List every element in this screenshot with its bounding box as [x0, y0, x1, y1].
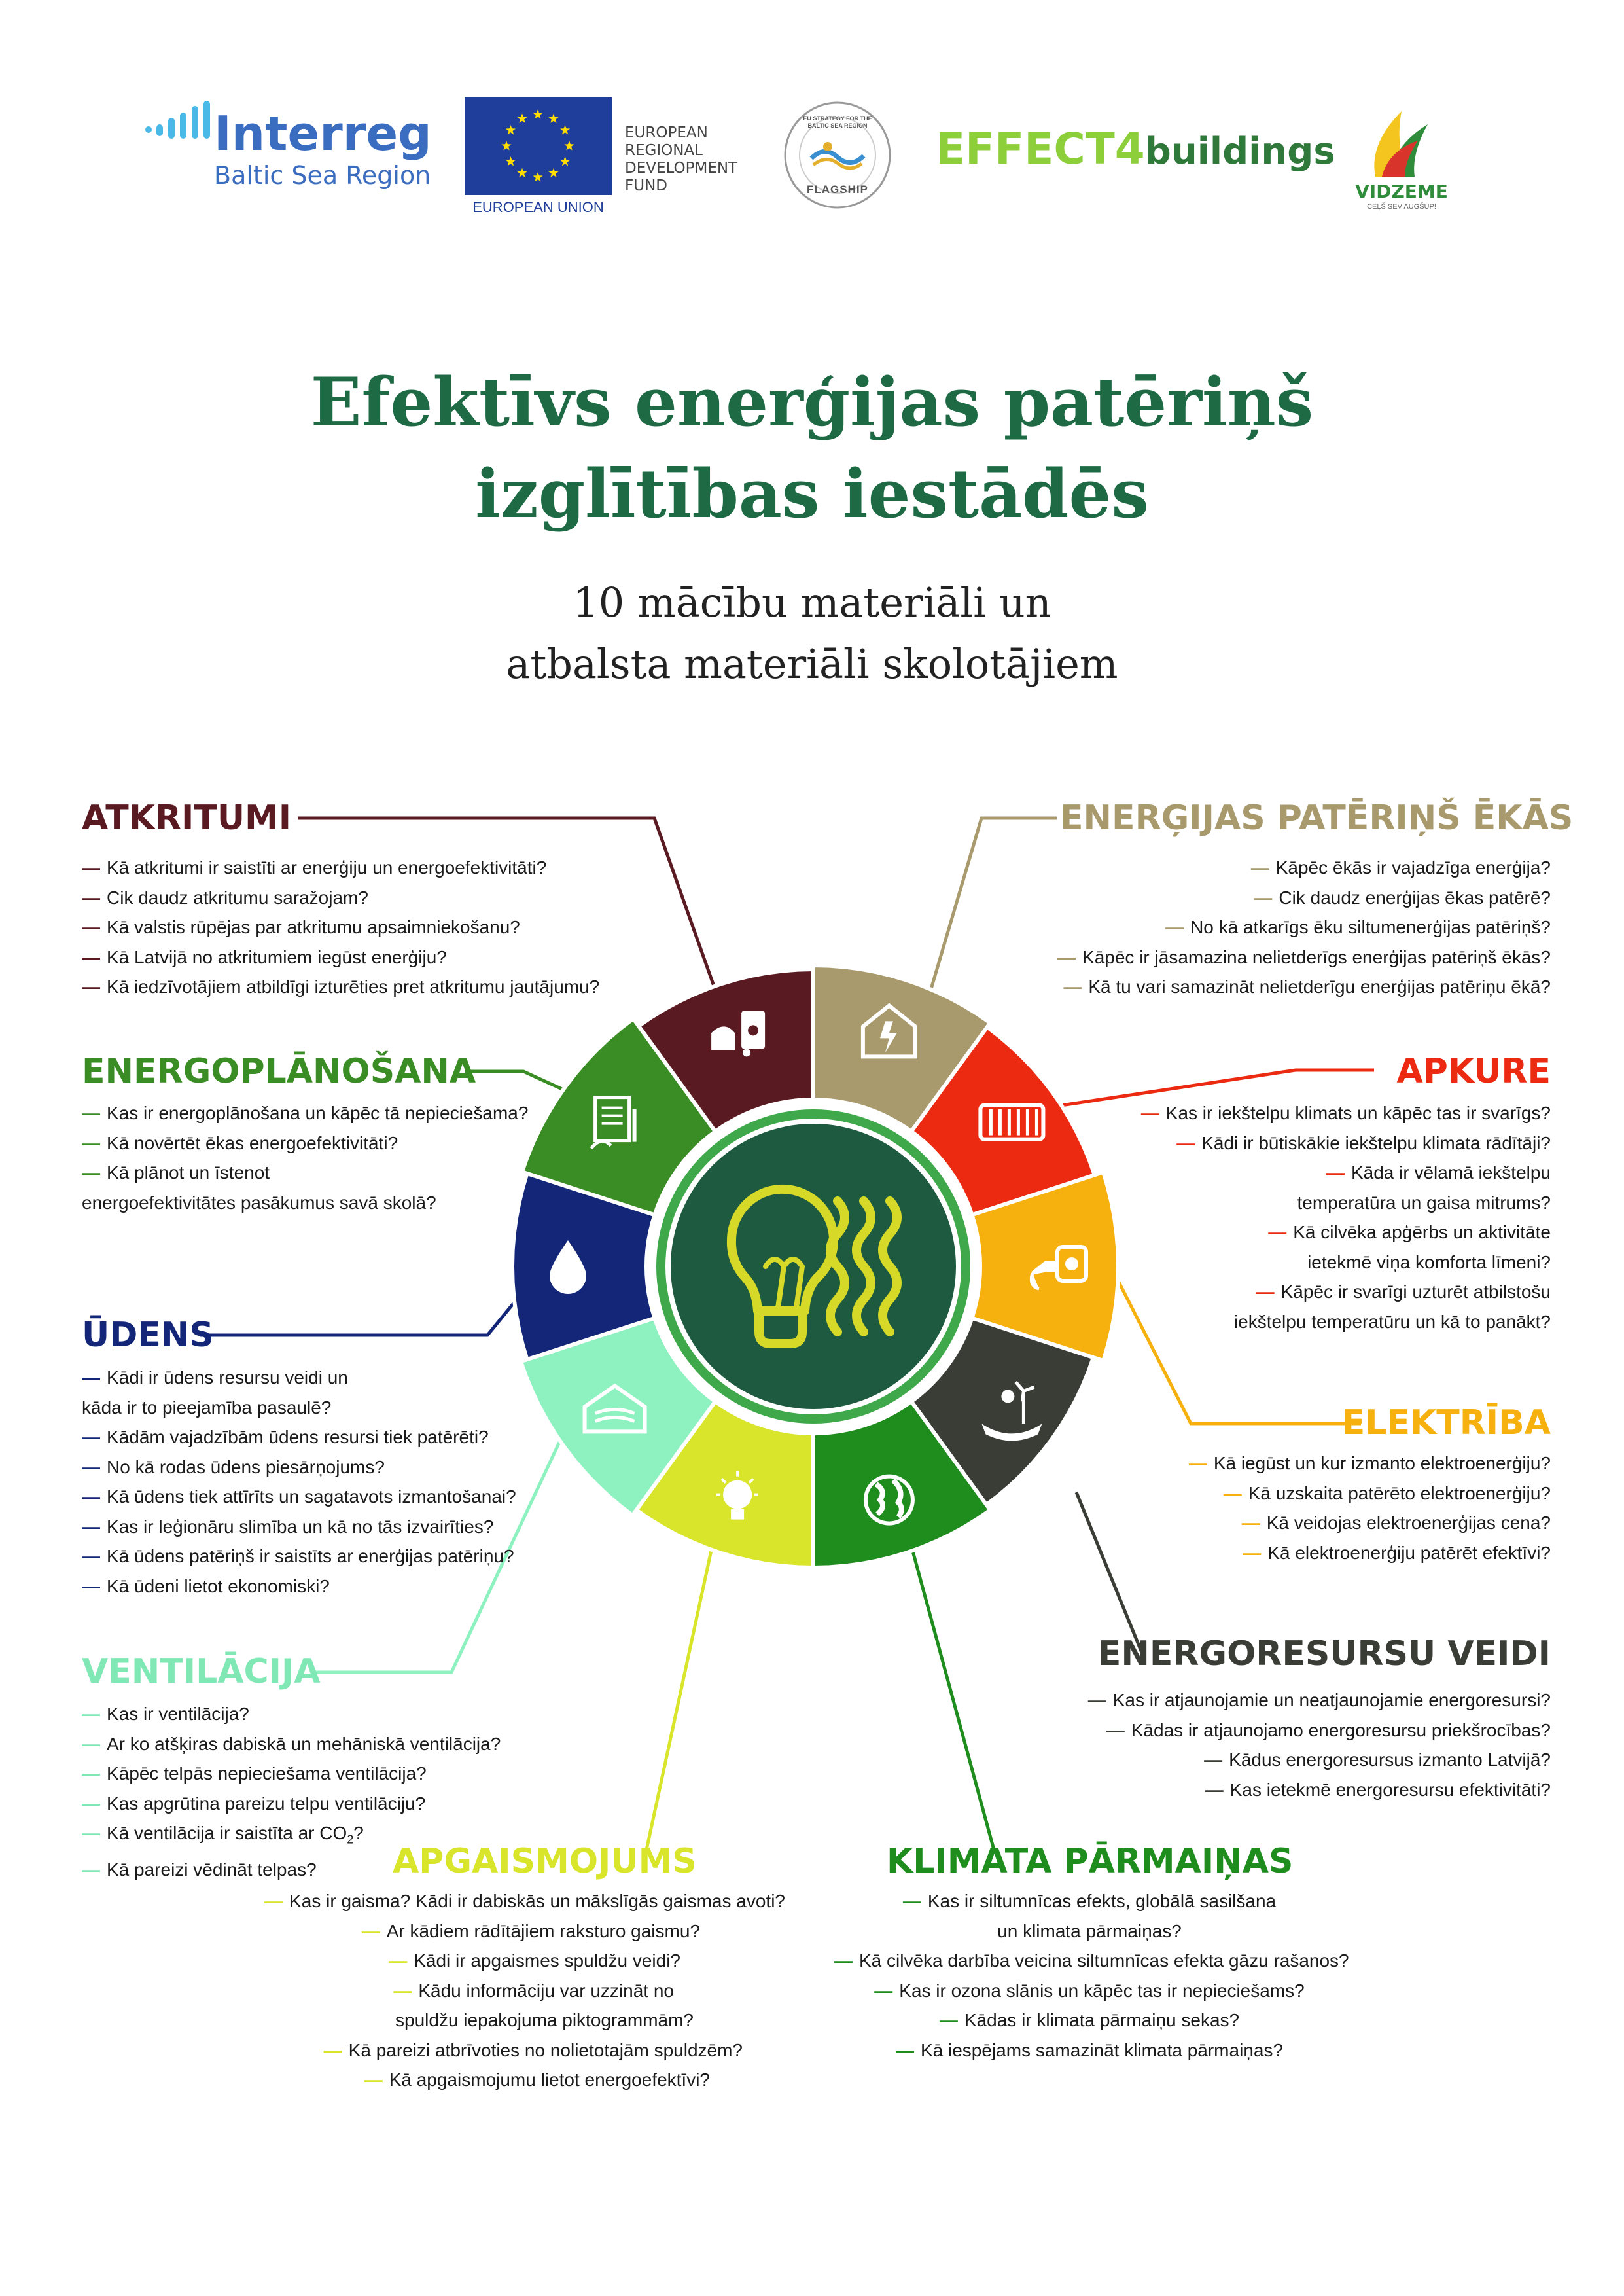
list-item: — Kādas ir atjaunojamo energoresursu priekšrocības?	[1106, 1719, 1551, 1740]
list-item: — Kas ietekmē energoresursu efektivitāti?	[1205, 1779, 1551, 1800]
list-item: — Kādi ir apgaismes spuldžu veidi?	[389, 1950, 680, 1971]
list-item: — Kā iegūst un kur izmanto elektroenerģiju?	[1188, 1453, 1551, 1473]
vidzeme-tagline: CEĻŠ SEV AUGŠUP!	[1367, 203, 1436, 211]
list-item: — Kā plānot un īstenot	[82, 1162, 270, 1183]
heading-apkure: APKURE	[1396, 1052, 1551, 1091]
list-item: — Kā iespējams samazināt klimata pārmaiņas?	[895, 2039, 1284, 2060]
heading-energoplanosana: ENERGOPLĀNOŠANA	[82, 1052, 476, 1091]
list-udens	[82, 1363, 516, 1601]
heading-ventilacija: VENTILĀCIJA	[82, 1652, 321, 1691]
list-item: — Kādas ir klimata pārmaiņu sekas?	[939, 2010, 1240, 2030]
list-energoresursi	[981, 1685, 1551, 1804]
list-item: — Kā veidojas elektroenerģijas cena?	[1241, 1513, 1551, 1533]
list-item-continuation: spuldžu iepakojuma piktogrammām?	[395, 2010, 694, 2030]
list-item: — Ar kādiem rādītājiem raksturo gaismu?	[361, 1920, 700, 1941]
list-energija-ekas	[916, 853, 1551, 1002]
list-item: — Kas ir siltumnīcas efekts, globālā sasilšana	[902, 1891, 1277, 1911]
page-title-line-2: izglītības iestādēs	[475, 455, 1149, 533]
list-item-continuation: kāda ir to pieejamība pasaulē?	[82, 1397, 332, 1418]
list-item: — Kā valstis rūpējas par atkritumu apsaimniekošanu?	[82, 917, 520, 937]
list-item: — Kā ūdens tiek attīrīts un sagatavots izmantošanai?	[82, 1486, 516, 1507]
list-item: — Kā cilvēka apģērbs un aktivitāte	[1268, 1222, 1551, 1242]
erdf-line-3: DEVELOPMENT	[625, 160, 738, 177]
list-item: — Kāpēc ir jāsamazina nelietderīgs enerģijas patēriņš ēkās?	[1057, 946, 1551, 967]
list-klimats	[834, 1886, 1349, 2065]
effect-part2: buildings	[1144, 130, 1335, 173]
erdf-line-1: EUROPEAN	[625, 124, 708, 141]
list-item: — Kā Latvijā no atkritumiem iegūst enerģiju?	[82, 946, 447, 967]
list-item: — Kas ir energoplānošana un kāpēc tā nepieciešama?	[82, 1103, 529, 1123]
list-item-continuation: temperatūra un gaisa mitrums?	[1297, 1192, 1551, 1213]
list-item-continuation: energoefektivitātes pasākumus savā skolā?	[82, 1192, 436, 1213]
heading-udens: ŪDENS	[82, 1316, 214, 1355]
list-energoplanosana	[82, 1098, 528, 1217]
list-item: — Kā cilvēka darbība veicina siltumnīcas efekta gāzu rašanos?	[834, 1950, 1349, 1971]
list-item: — Kas ir atjaunojamie un neatjaunojamie energoresursi?	[1087, 1690, 1551, 1710]
heading-energija-ekas: ENERĢIJAS PATĒRIŅŠ ĒKĀS	[1060, 798, 1574, 838]
list-item: — Kā apgaismojumu lietot energoefektīvi?	[364, 2070, 710, 2090]
interreg-name: Interreg	[214, 106, 432, 161]
connector-udens	[200, 1263, 546, 1335]
list-item: — Kas ir gaisma? Kādi ir dabiskās un mākslīgās gaismas avoti?	[264, 1891, 785, 1911]
heading-atkritumi: ATKRITUMI	[82, 798, 292, 838]
list-item: — Kāpēc ir svarīgi uzturēt atbilstošu	[1256, 1282, 1551, 1302]
list-item: — Kas ir leģionāru slimība un kā no tās izvairīties?	[82, 1516, 494, 1537]
list-item: — Kā ventilācija ir saistīta ar $CO_2$?	[82, 1823, 364, 1846]
list-item: — Kas apgrūtina pareizu telpu ventilāciju?	[82, 1793, 426, 1814]
heading-apgaismojums: APGAISMOJUMS	[393, 1842, 697, 1881]
list-item: — Kas ir iekštelpu klimats un kāpēc tas ir svarīgs?	[1140, 1103, 1551, 1123]
list-item: — Kā pareizi atbrīvoties no nolietotajām spuldzēm?	[323, 2039, 743, 2060]
list-item: — Kādām vajadzībām ūdens resursi tiek patērēti?	[82, 1427, 489, 1447]
flagship-ring-text: EU STRATEGY FOR THE BALTIC SEA REGION	[803, 115, 872, 129]
list-item: — Kā ūdeni lietot ekonomiski?	[82, 1575, 330, 1596]
list-item: — Kas ir ozona slānis un kāpēc tas ir nepieciešams?	[874, 1980, 1305, 2001]
list-elektriba	[981, 1448, 1551, 1568]
list-item-continuation: iekštelpu temperatūru un kā to panākt?	[1233, 1311, 1551, 1332]
list-item: — Kādu informāciju var uzzināt no	[393, 1980, 674, 2001]
erdf-line-2: REGIONAL	[625, 142, 703, 159]
list-item: — Kā ūdens patēriņš ir saistīts ar enerģijas patēriņu?	[82, 1546, 514, 1566]
heading-elektriba: ELEKTRĪBA	[1341, 1403, 1551, 1443]
list-item: — Kā uzskaita patērēto elektroenerģiju?	[1223, 1482, 1551, 1503]
list-item: — Kādi ir ūdens resursu veidi un	[82, 1367, 348, 1388]
vidzeme-name: VIDZEME	[1355, 181, 1448, 202]
list-item: — Kā atkritumi ir saistīti ar enerģiju un energoefektivitāti?	[82, 857, 547, 878]
list-item: — Kā tu vari samazināt nelietderīgu enerģijas patēriņu ēkā?	[1063, 977, 1551, 997]
list-item: — Ar ko atšķiras dabiskā un mehāniskā ventilācija?	[82, 1733, 501, 1754]
list-item: — Kā iedzīvotājiem atbildīgi izturēties pret atkritumu jautājumu?	[82, 977, 600, 997]
subtitle-line-2: atbalsta materiāli skolotājiem	[506, 640, 1118, 688]
list-item: — Kā pareizi vēdināt telpas?	[82, 1859, 317, 1880]
list-item: — Kāpēc telpās nepieciešama ventilācija?	[82, 1763, 427, 1784]
flagship-label: FLAGSHIP	[807, 183, 868, 196]
subtitle-line-1: 10 mācību materiāli un	[573, 579, 1051, 626]
page-title-line-1: Efektīvs enerģijas patēriņš	[310, 363, 1314, 442]
heading-energoresursi: ENERGORESURSU VEIDI	[1097, 1634, 1551, 1674]
list-item: — No kā atkarīgs ēku siltumenerģijas patēriņš?	[1165, 917, 1551, 937]
effect-part1: EFFECT4	[936, 124, 1145, 174]
list-apkure	[981, 1098, 1551, 1336]
connector-apgaismojums	[644, 1541, 713, 1859]
interreg-region: Baltic Sea Region	[214, 161, 431, 190]
list-item: — Kādi ir būtiskākie iekštelpu klimata rādītāji?	[1176, 1132, 1551, 1153]
eu-label: EUROPEAN UNION	[472, 199, 604, 215]
list-item: — No kā rodas ūdens piesārņojums?	[82, 1456, 385, 1477]
list-item: — Kāda ir vēlamā iekštelpu	[1326, 1162, 1551, 1183]
list-item: — Kādus energoresursus izmanto Latvijā?	[1204, 1749, 1551, 1770]
erdf-line-4: FUND	[625, 177, 667, 194]
list-apgaismojums	[216, 1886, 785, 2095]
heading-klimats: KLIMATA PĀRMAIŅAS	[887, 1842, 1294, 1881]
list-item: — Kāpēc ēkās ir vajadzīga enerģija?	[1250, 857, 1551, 878]
list-item: — Cik daudz enerģijas ēkas patērē?	[1254, 887, 1551, 908]
center-disc	[671, 1124, 956, 1409]
list-item-continuation: ietekmē viņa komforta līmeni?	[1307, 1251, 1551, 1272]
list-item: — Kā novērtēt ēkas energoefektivitāti?	[82, 1132, 398, 1153]
list-atkritumi	[82, 853, 599, 1002]
list-item: — Kā elektroenerģiju patērēt efektīvi?	[1243, 1542, 1551, 1563]
list-item: — Cik daudz atkritumu saražojam?	[82, 887, 368, 908]
list-item: — Kas ir ventilācija?	[82, 1704, 249, 1724]
list-item-continuation: un klimata pārmaiņas?	[997, 1920, 1182, 1941]
